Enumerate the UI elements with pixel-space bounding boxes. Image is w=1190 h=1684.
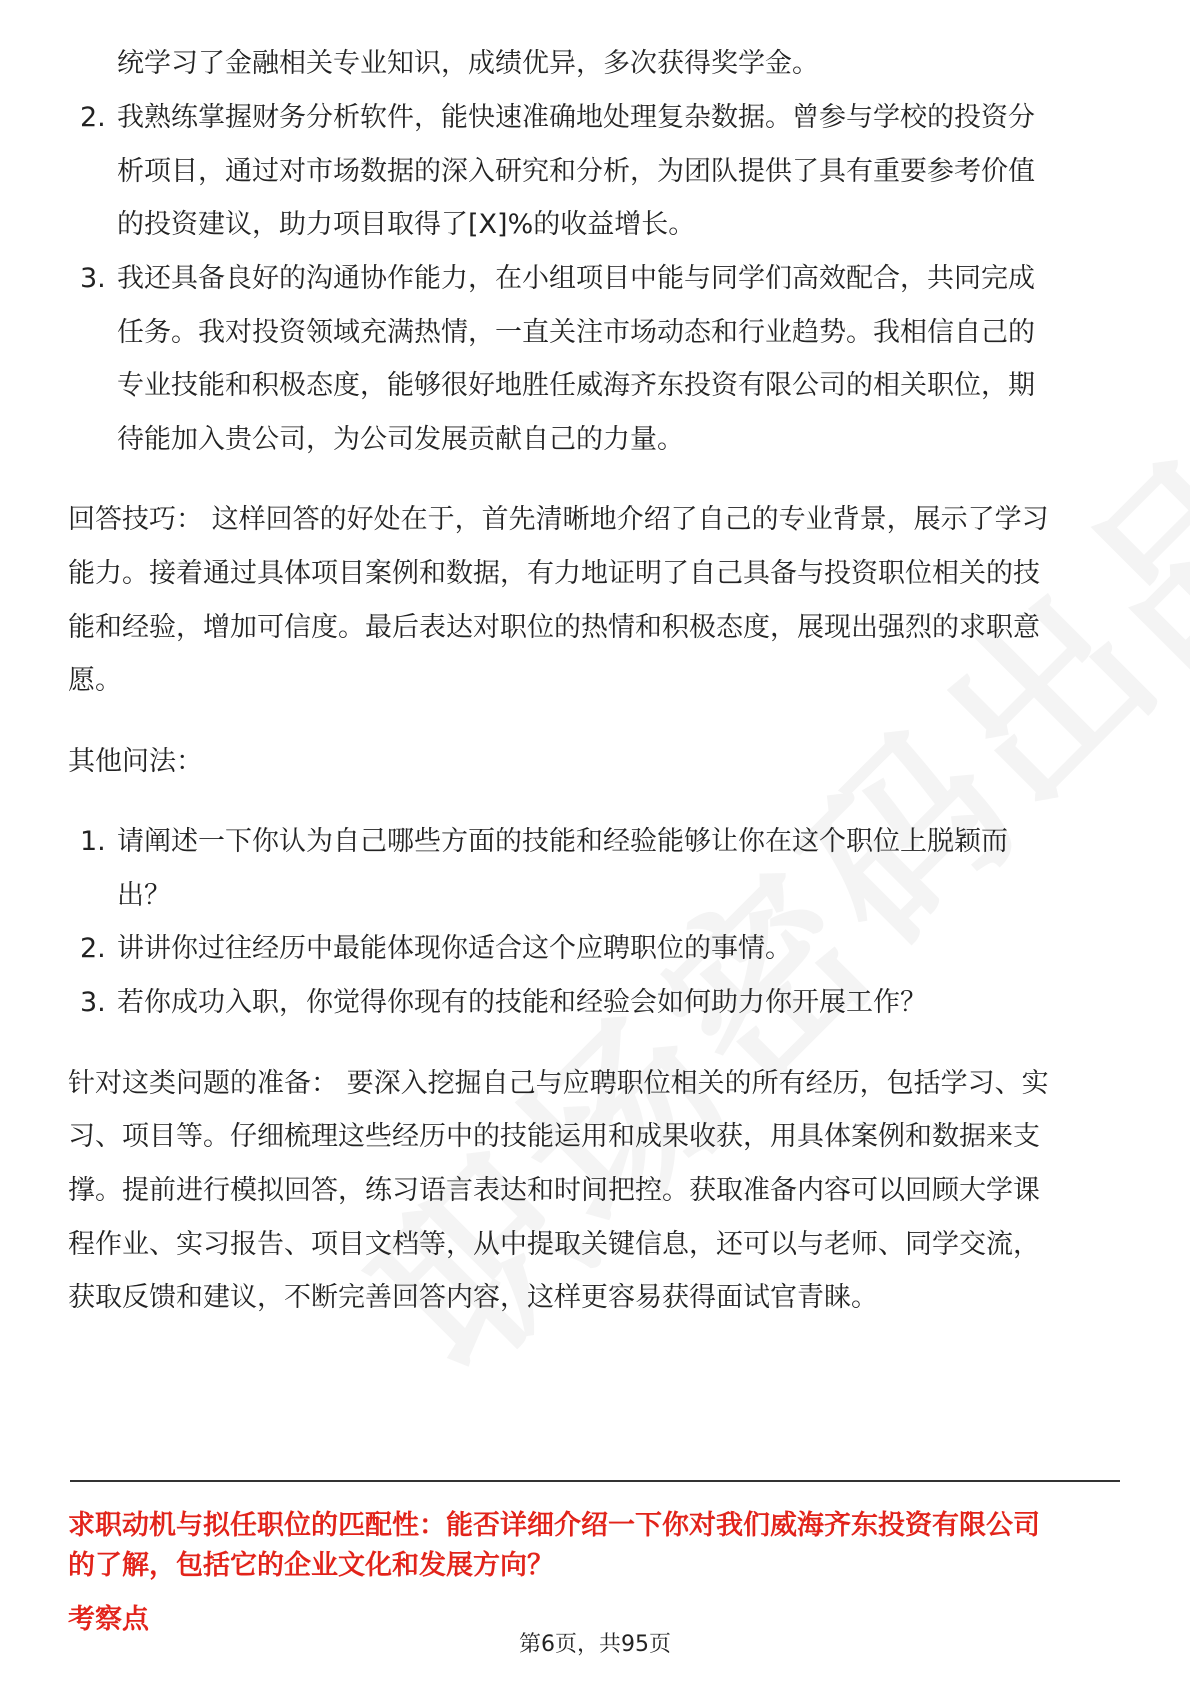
next-question-line: 的了解，包括它的企业文化和发展方向？ bbox=[68, 1550, 554, 1581]
list-item-line: 析项目，通过对市场数据的深入研究和分析，为团队提供了具有重要参考价值 bbox=[117, 156, 1035, 187]
section-divider bbox=[70, 1480, 1120, 1482]
list-item-line: 请阐述一下你认为自己哪些方面的技能和经验能够让你在这个职位上脱颖而 bbox=[117, 826, 1008, 857]
list-item-line: 讲讲你过往经历中最能体现你适合这个应聘职位的事情。 bbox=[117, 933, 792, 964]
prep-line: 习、项目等。仔细梳理这些经历中的技能运用和成果收获，用具体案例和数据来支 bbox=[68, 1121, 1040, 1152]
list-item-line: 我还具备良好的沟通协作能力，在小组项目中能与同学们高效配合，共同完成 bbox=[117, 263, 1035, 294]
list-item-line: 若你成功入职，你觉得你现有的技能和经验会如何助力你开展工作？ bbox=[117, 987, 927, 1018]
prep-line: 程作业、实习报告、项目文档等，从中提取关键信息，还可以与老师、同学交流， bbox=[68, 1229, 1040, 1260]
prep-line: 针对这类问题的准备： 要深入挖掘自己与应聘职位相关的所有经历，包括学习、实 bbox=[68, 1068, 1049, 1099]
list-item-line: 任务。我对投资领域充满热情，一直关注市场动态和行业趋势。我相信自己的 bbox=[117, 317, 1035, 348]
list-number: 2. bbox=[80, 933, 106, 964]
list-item-line: 待能加入贵公司，为公司发展贡献自己的力量。 bbox=[117, 424, 684, 455]
page-number: 第6页，共95页 bbox=[519, 1632, 671, 1657]
next-question-subheading: 考察点 bbox=[68, 1604, 149, 1635]
tips-line: 能力。接着通过具体项目案例和数据，有力地证明了自己具备与投资职位相关的技 bbox=[68, 558, 1040, 589]
list-item-line: 专业技能和积极态度，能够很好地胜任威海齐东投资有限公司的相关职位，期 bbox=[117, 370, 1035, 401]
list-item-line: 出？ bbox=[117, 880, 171, 911]
list-number: 3. bbox=[80, 263, 106, 294]
list-item-line: 我熟练掌握财务分析软件，能快速准确地处理复杂数据。曾参与学校的投资分 bbox=[117, 102, 1035, 133]
prep-line: 获取反馈和建议，不断完善回答内容，这样更容易获得面试官青睐。 bbox=[68, 1282, 878, 1313]
tips-line: 回答技巧： 这样回答的好处在于，首先清晰地介绍了自己的专业背景，展示了学习 bbox=[68, 504, 1049, 535]
tips-line: 能和经验，增加可信度。最后表达对职位的热情和积极态度，展现出强烈的求职意 bbox=[68, 612, 1040, 643]
prep-line: 撑。提前进行模拟回答，练习语言表达和时间把控。获取准备内容可以回顾大学课 bbox=[68, 1175, 1040, 1206]
list-item-line: 的投资建议，助力项目取得了[X]%的收益增长。 bbox=[117, 209, 696, 240]
list-number: 2. bbox=[80, 102, 106, 133]
list-number: 3. bbox=[80, 987, 106, 1018]
next-question-line: 求职动机与拟任职位的匹配性：能否详细介绍一下你对我们威海齐东投资有限公司 bbox=[68, 1510, 1040, 1541]
tips-line: 愿。 bbox=[68, 665, 122, 696]
list-number: 1. bbox=[80, 826, 106, 857]
other-heading: 其他问法： bbox=[68, 746, 203, 777]
list-item-continuation: 统学习了金融相关专业知识，成绩优异，多次获得奖学金。 bbox=[117, 48, 819, 79]
